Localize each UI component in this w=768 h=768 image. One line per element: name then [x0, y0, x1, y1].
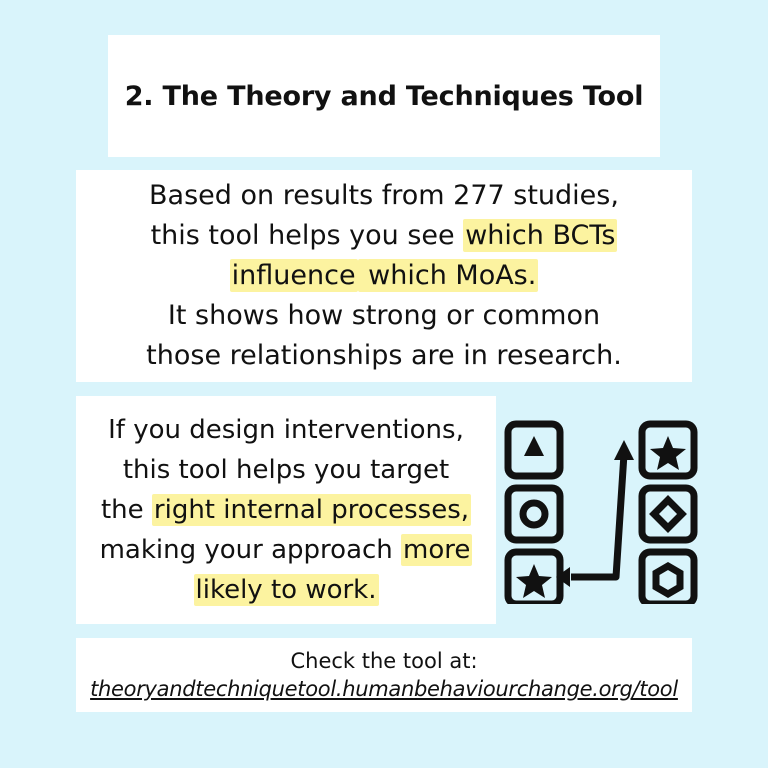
line-text: making your approach: [99, 535, 402, 565]
line-text: this tool helps you see: [150, 220, 464, 251]
star-icon: [516, 564, 552, 598]
link-label: Check the tool at:: [290, 649, 478, 673]
highlighted-text: likely to work.: [195, 575, 377, 605]
line-text: It shows how strong or common: [167, 300, 601, 331]
tool-link[interactable]: theoryandtechniquetool.humanbehaviourchange.org/tool: [90, 677, 678, 701]
line-text: those relationships are in research.: [146, 340, 622, 371]
highlighted-text: which BCTs: [465, 220, 616, 251]
text-line: [149, 176, 619, 216]
text-line: [123, 450, 449, 490]
highlighted-text: influence: [231, 260, 356, 291]
line-text: this tool helps you target: [122, 455, 450, 485]
arrow-head-up-icon: [614, 440, 634, 460]
hexagon-icon: [656, 566, 680, 594]
text-line: [146, 336, 622, 376]
connector-line: [571, 454, 624, 577]
box-left-circle: [508, 488, 560, 540]
text-line: [194, 570, 379, 610]
star-icon: [650, 436, 686, 470]
line-text: the: [100, 495, 152, 525]
triangle-icon: [524, 436, 544, 456]
text-line: [108, 410, 464, 450]
circle-icon: [523, 503, 545, 525]
page-title: 2. The Theory and Techniques Tool: [124, 80, 644, 112]
diamond-icon: [654, 500, 682, 528]
link-card: [76, 638, 692, 712]
text-line: [101, 490, 471, 530]
title-card: [108, 35, 660, 157]
line-text: If you design interventions,: [108, 415, 464, 445]
diagram-illustration: [496, 414, 706, 604]
description-card-one: [76, 170, 692, 382]
highlighted-text: right internal processes,: [153, 495, 470, 525]
text-line: [100, 530, 473, 570]
line-text-post: which MoAs.: [359, 260, 537, 291]
text-line: [168, 296, 600, 336]
text-line: [151, 216, 618, 256]
line-text: Based on results from 277 studies,: [149, 180, 619, 211]
highlighted-text: more: [403, 535, 471, 565]
description-card-two: [76, 396, 496, 624]
text-line: [230, 256, 539, 296]
